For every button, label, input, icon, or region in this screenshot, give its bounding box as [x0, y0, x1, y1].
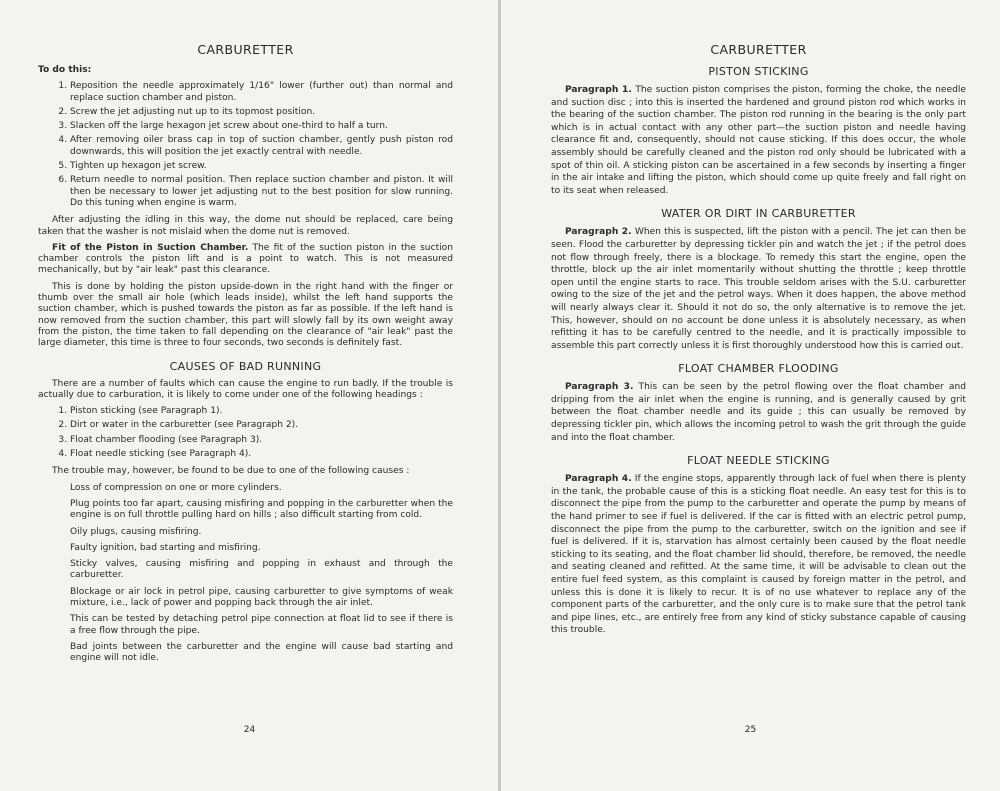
page-title: CARBURETTER [710, 42, 807, 57]
cause-item: Sticky valves, causing misfiring and popping in exhaust and through the carburetter. [70, 559, 453, 581]
list-item: 3. Float chamber flooding (see Paragraph 3). [70, 435, 453, 446]
paragraph [551, 473, 966, 637]
section-heading: PISTON STICKING [708, 65, 809, 78]
list-item: 6. Return needle to normal position. Then replace suction chamber and piston. It will then be necessary to lower jet adjusting nut to the best position for slow running. Do this tuning when engine is warm. [70, 175, 453, 209]
cause-item: Bad joints between the carburetter and the engine will cause bad starting and engine will not idle. [70, 641, 453, 664]
left-page [0, 0, 499, 791]
paragraph [551, 226, 966, 352]
paragraph [551, 84, 966, 197]
paragraph-label: Paragraph 4. [565, 474, 632, 485]
other-causes-intro: The trouble may, however, be found to be due to one of the following causes : [52, 466, 410, 477]
cause-item: Loss of compression on one or more cylinders. [70, 482, 282, 493]
list-item: 4. After removing oiler brass cap in top of suction chamber, gently push piston rod downwards, this will position the jet exactly central with needle. [70, 135, 453, 158]
fit-paragraph [38, 243, 453, 277]
causes-intro: There are a number of faults which can cause the engine to run badly. If the trouble is actually due to carburation, it is likely to come under one of the following headings : [38, 378, 453, 400]
section-heading: WATER OR DIRT IN CARBURETTER [661, 207, 856, 221]
paragraph [551, 381, 966, 444]
list-item: 5. Tighten up hexagon jet screw. [70, 161, 453, 172]
paragraph-text: The suction piston comprises the piston, forming the choke, the needle and suction disc ; into this is inserted the hardened and ground piston rod which works in the bearing of the suction chamber. The piston rod running in the bearing is the only part which is in actual contact with any other part—the suction piston and needle having clearance fit and, consequently, should not cause sticking. If this does occur, the whole assembly should be carefully cleaned and the piston rod only should be lubricated with a spot of thin oil. A sticking piston can be ascertained in a few seconds by inserting a finger in the air intake and lifting the piston, which should come up quite freely and fall right on to its seat when released. [551, 85, 966, 196]
holding-paragraph: This is done by holding the piston upside-down in the right hand with the finger or thumb over the small air hole (which leads inside), whilst the left hand supports the suction chamber, which is pushed towards the piston as far as possible. If the left hand is now removed from the suction chamber, this part will slowly fall by its own weight away from the piston, the time taken to fall depending on the clearance of "air leak" past the large diameter, this time is three to four seconds, two seconds is definitely fast. [38, 281, 453, 349]
fit-text: The fit of the suction piston in the suction chamber controls the piston lift and is a point to watch. This is not measured mechanically, but by "air leak" past this clearance. [38, 242, 453, 276]
fit-label: Fit of the Piston in Suction Chamber. [52, 242, 249, 253]
section-heading: FLOAT NEEDLE STICKING [687, 454, 830, 468]
page-title: CARBURETTER [197, 42, 294, 57]
paragraph-label: Paragraph 1. [565, 85, 632, 95]
paragraph-text: When this is suspected, lift the piston with a pencil. The jet can then be seen. Flood the carburetter by depressing tickler pin and watch the jet ; if the petrol does not flow through freely, there is a blockage. To remedy this start the engine, open the throttle, block up the air inlet momentarily without shutting the throttle ; keep throttle open until the engine starts to race. This trouble seldom arises with the S.U. carburetter owing to the size of the jet and the petrol ways. When it does happen, the above method will nearly always clear it. Should it not do so, the only alternative is to remove the jet. This, however, should on no account be done unless it is absolutely necessary, as when refitting it has to be carefully centred to the needle, and it is practically impossible to assemble this part correctly unless it is first thoroughly understood how this is carried out. [551, 227, 966, 351]
section-piston-sticking [551, 65, 966, 197]
list-item: 1. Piston sticking (see Paragraph 1). [70, 406, 453, 417]
section-float-needle-sticking [551, 454, 966, 637]
section-water-or-dirt [551, 207, 966, 352]
cause-item: Oily plugs, causing misfiring. [70, 526, 202, 537]
list-item: 2. Dirt or water in the carburetter (see Paragraph 2). [70, 420, 453, 431]
list-item: 4. Float needle sticking (see Paragraph 4). [70, 449, 453, 460]
section-heading: CAUSES OF BAD RUNNING [169, 359, 322, 373]
list-item: 3. Slacken off the large hexagon jet screw about one-third to half a turn. [70, 121, 453, 132]
steps-list [38, 81, 453, 209]
section-float-chamber-flooding [551, 362, 966, 444]
right-page [501, 0, 1000, 791]
paragraph-text: This can be seen by the petrol flowing over the float chamber and dripping from the air inlet when the engine is running, and is generally caused by grit between the float chamber needle and its guide ; this can usually be removed by depressing tickler pin, which allows the incoming petrol to wash the grit through the guide and into the float chamber. [551, 382, 966, 443]
paragraph-label: Paragraph 3. [565, 382, 634, 393]
cause-item: Blockage or air lock in petrol pipe, causing carburetter to give symptoms of weak mixture, i.e., lack of power and popping back through the air inlet. [70, 586, 453, 608]
page-number: 25 [744, 725, 757, 735]
after-adjusting-paragraph: After adjusting the idling in this way, the dome nut should be replaced, care being taken that the washer is not mislaid when the dome nut is removed. [38, 215, 453, 237]
todo-label: To do this: [38, 65, 92, 75]
cause-item: This can be tested by detaching petrol pipe connection at float lid to see if there is a free flow through the pipe. [70, 614, 453, 636]
list-item: 2. Screw the jet adjusting nut up to its topmost position. [70, 107, 453, 118]
page-number: 24 [243, 725, 256, 735]
cause-item: Plug points too far apart, causing misfiring and popping in the carburetter when the engine is on full throttle pulling hard on hills ; also difficult starting from cold. [70, 498, 453, 521]
paragraph-label: Paragraph 2. [565, 227, 632, 238]
paragraph-text: If the engine stops, apparently through lack of fuel when there is plenty in the tank, the probable cause of this is a sticking float needle. An easy test for this is to disconnect the pipe from the pump to the carburetter and operate the pump by means of the hand primer to see if fuel is delivered. If the car is fitted with an electric petrol pump, disconnect the pipe from the pump to the carburetter, switch on the ignition and see if fuel is delivered. If it is, starvation has almost certainly been caused by the float needle sticking to its seating, and the float chamber lid should, therefore, be removed, the needle and seating cleaned and refitted. At the same time, it will be advisable to clean out the entire fuel feed system, as this complaint is caused by foreign matter in the petrol, and unless this is done it is likely to recur. It is of no use whatever to replace any of the component parts of the carburetter, and the only cure is to make sure that the petrol tank and pipe lines, etc., are entirely free from any kind of sticky substance capable of causing this trouble. [551, 474, 966, 636]
headings-list [38, 406, 453, 460]
list-item: 1. Reposition the needle approximately 1/16" lower (further out) than normal and replace suction chamber and piston. [70, 81, 453, 104]
section-heading: FLOAT CHAMBER FLOODING [678, 362, 839, 376]
cause-item: Faulty ignition, bad starting and misfiring. [70, 542, 261, 553]
